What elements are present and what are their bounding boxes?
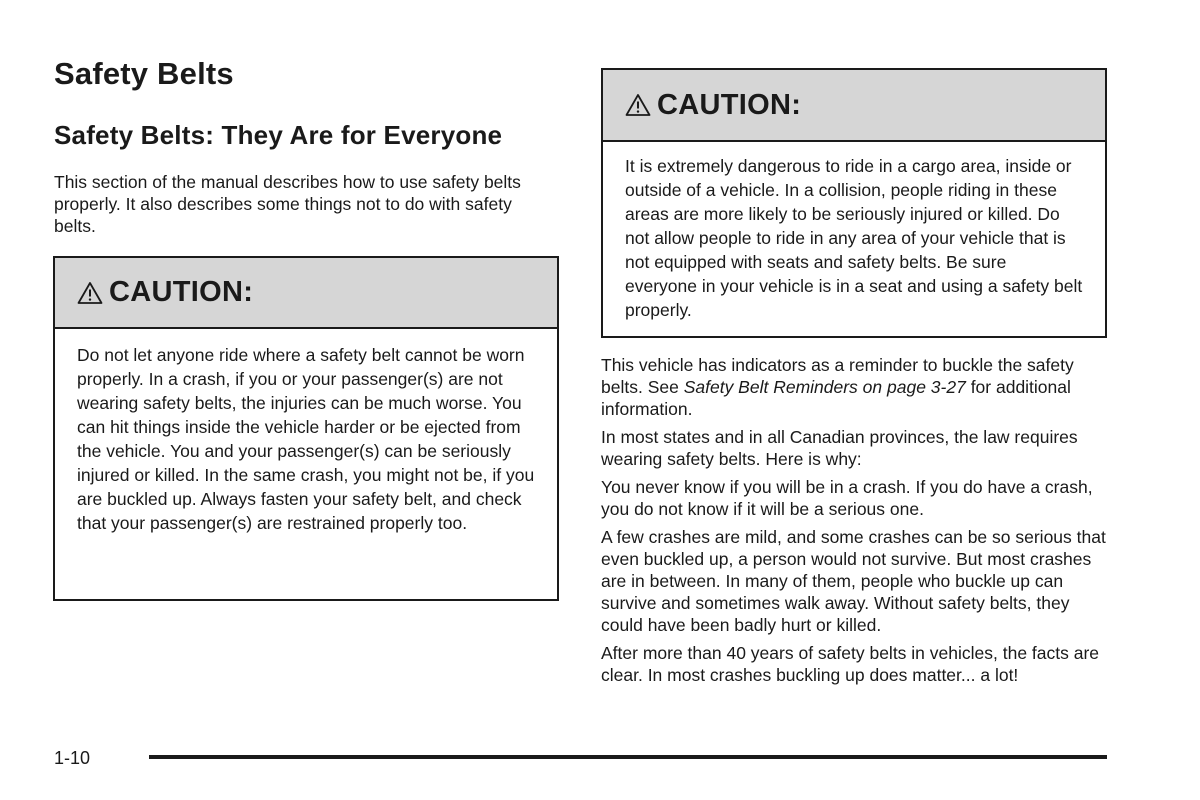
caution-box-right (601, 68, 1107, 338)
facts-paragraph: After more than 40 years of safety belts in vehicles, the facts are clear. In most crashes buckling up does matter... a lot! (601, 643, 1100, 685)
crash-severity-paragraph: A few crashes are mild, and some crashes can be so serious that even buckled up, a person would not survive. But most crashes are in between. In many of them, people who buckle up can survive and sometimes walk away. Without safety belts, they could have been badly hurt or killed. (601, 527, 1106, 635)
caution-body: It is extremely dangerous to ride in a cargo area, inside or outside of a vehicle. In a collision, people riding in these areas are more likely to be seriously injured or killed. Do not allow people to ride in any area of your vehicle that is not equipped with seats and safety belts. Be sure everyone in your vehicle is in a seat and using a safety belt properly. (625, 156, 1083, 320)
warning-triangle-icon (77, 281, 103, 305)
page-title: Safety Belts (54, 56, 234, 91)
right-column-text (601, 354, 1111, 692)
section-heading: Safety Belts: They Are for Everyone (54, 120, 503, 150)
caution-body: Do not let anyone ride where a safety belt cannot be worn properly. In a crash, if you or your passenger(s) are not wearing safety belts, the injuries can be much worse. You can hit things inside the vehicle harder or be ejected from the vehicle. You and your passenger(s) can be seriously injured or killed. In the same crash, you might not be, if you are buckled up. Always fasten your safety belt, and check that your passenger(s) are restrained properly too. (77, 345, 535, 533)
reminder-text-end: for additional information. (601, 377, 1071, 419)
page-number: 1-10 (54, 748, 91, 768)
crash-paragraph: You never know if you will be in a crash. If you do have a crash, you do not know if it will be a serious one. (601, 477, 1093, 519)
page-reference-link[interactable]: Safety Belt Reminders on page 3-27 (683, 377, 966, 397)
caution-label: CAUTION: (109, 276, 254, 308)
caution-box-left (53, 256, 559, 601)
footer-rule (149, 755, 1107, 759)
warning-triangle-icon (625, 93, 651, 117)
law-paragraph: In most states and in all Canadian provinces, the law requires wearing safety belts. Here is why: (601, 427, 1078, 469)
reminder-paragraph (601, 354, 1111, 420)
caution-header (55, 258, 557, 329)
intro-paragraph: This section of the manual describes how to use safety belts properly. It also describes some things not to do with safety belts. (54, 172, 521, 236)
caution-header (603, 70, 1105, 142)
reminder-text-start: This vehicle has indicators as a reminder to buckle the safety belts. See (601, 355, 1074, 397)
caution-label: CAUTION: (657, 88, 802, 121)
